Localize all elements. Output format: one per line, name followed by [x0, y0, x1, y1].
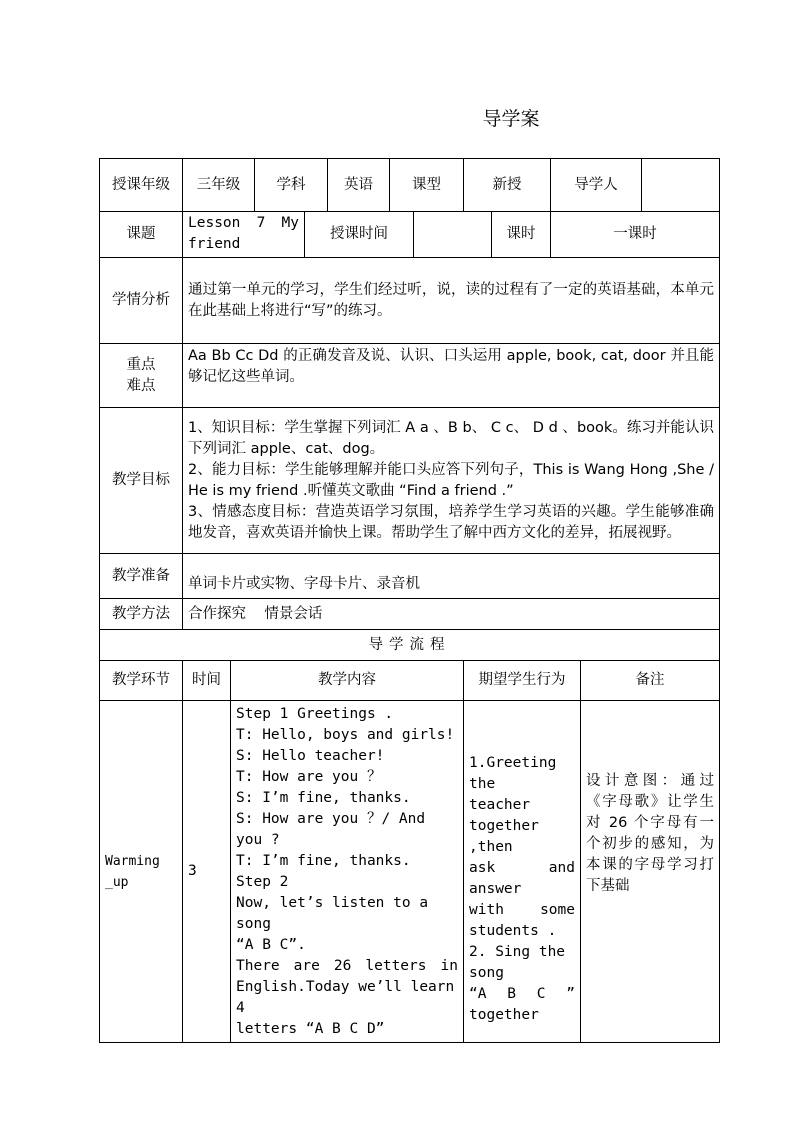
objectives-row — [100, 408, 720, 554]
topic-word-3: My — [281, 215, 299, 231]
preparation-text: 单词卡片或实物、字母卡片、录音机 — [183, 554, 720, 599]
key-points-label — [100, 344, 183, 408]
objectives-label: 教学目标 — [100, 408, 183, 554]
flow-content-line: Step 2 — [236, 874, 289, 890]
type-value: 新授 — [464, 159, 551, 212]
flow-content — [231, 701, 464, 1043]
flow-behavior-line: students . — [469, 923, 557, 939]
flow-content-line: S: How are you ？/ And you ? — [236, 811, 426, 848]
flow-content-line: Now, let’s listen to a song — [236, 895, 429, 932]
topic-row — [100, 212, 720, 258]
flow-content-line: T: I’m fine, thanks. — [236, 853, 411, 869]
flow-behavior-line: ask and answer — [469, 860, 575, 897]
time-value — [414, 212, 492, 258]
flow-col-note: 备注 — [581, 661, 720, 701]
flow-behavior-line: 2. Sing the song — [469, 944, 566, 981]
flow-behavior-line: teacher — [469, 797, 531, 813]
preparation-row — [100, 554, 720, 599]
type-label: 课型 — [390, 159, 464, 212]
flow-col-stage: 教学环节 — [100, 661, 183, 701]
key-points-label-line2: 难点 — [126, 377, 156, 394]
guide-label: 导学人 — [551, 159, 642, 212]
method-row — [100, 599, 720, 630]
flow-behavior-line: “A B C ” — [469, 986, 575, 1002]
flow-content-line: T: Hello, boys and girls! — [236, 727, 455, 743]
objective-item-1: 1、知识目标：学生掌握下列词汇 A a 、B b、 C c、 D d 、book。练习并能认识下列词汇 apple、cat、dog。 — [188, 419, 714, 457]
flow-heading: 导学流程 — [100, 630, 720, 661]
flow-content-line: Step 1 Greetings . — [236, 706, 394, 722]
flow-time: 3 — [183, 701, 231, 1043]
flow-content-line: letters “A B C D” — [236, 1021, 385, 1037]
method-label: 教学方法 — [100, 599, 183, 630]
topic-value — [183, 212, 305, 258]
period-value: 一课时 — [551, 212, 720, 258]
flow-col-content: 教学内容 — [231, 661, 464, 701]
flow-note: 设计意图：通过《字母歌》让学生对 26 个字母有一个初步的感知，为本课的字母学习打下基础 — [581, 701, 720, 1043]
preparation-label: 教学准备 — [100, 554, 183, 599]
subject-label: 学科 — [255, 159, 328, 212]
topic-word-4: friend — [188, 236, 241, 252]
page-title: 导学案 — [482, 108, 540, 130]
flow-content-line: English.Today we’ll learn 4 — [236, 979, 455, 1016]
flow-content-line: “A B C”. — [236, 937, 306, 953]
header-row — [100, 159, 720, 212]
guide-value — [642, 159, 720, 212]
method-text: 合作探究 情景会话 — [183, 599, 720, 630]
grade-label: 授课年级 — [100, 159, 183, 212]
key-points-text: Aa Bb Cc Dd 的正确发音及说、认识、口头运用 apple, book, cat, door 并且能够记忆这些单词。 — [183, 344, 720, 408]
objectives-text — [183, 408, 720, 554]
flow-content-line: There are 26 letters in — [236, 958, 458, 974]
flow-content-line: S: Hello teacher! — [236, 748, 385, 764]
key-points-row — [100, 344, 720, 408]
objective-item-3: 3、情感态度目标：营造英语学习氛围，培养学生学习英语的兴趣。学生能够准确地发音，喜欢英语并愉快上课。帮助学生了解中西方文化的差异，拓展视野。 — [188, 503, 714, 541]
topic-label: 课题 — [100, 212, 183, 258]
flow-col-time: 时间 — [183, 661, 231, 701]
flow-content-line: T: How are you ？ — [236, 769, 382, 785]
objective-item-2: 2、能力目标：学生能够理解并能口头应答下列句子，This is Wang Hong ,She / He is my friend .听懂英文歌曲 “Find a friend .” — [188, 461, 714, 499]
flow-content-line: S: I’m fine, thanks. — [236, 790, 411, 806]
grade-value: 三年级 — [183, 159, 255, 212]
key-points-label-line1: 重点 — [126, 356, 156, 373]
flow-behavior — [464, 701, 581, 1043]
topic-word-2: 7 — [256, 215, 266, 231]
period-label: 课时 — [492, 212, 551, 258]
flow-behavior-line: with some — [469, 902, 575, 918]
analysis-row — [100, 258, 720, 344]
topic-word-1: Lesson — [188, 215, 241, 231]
flow-row — [100, 701, 720, 1043]
flow-col-behavior: 期望学生行为 — [464, 661, 581, 701]
flow-behavior-line: 1.Greeting the — [469, 755, 557, 792]
flow-heading-row — [100, 630, 720, 661]
flow-behavior-line: together ,then — [469, 818, 539, 855]
flow-columns-row — [100, 661, 720, 701]
time-label: 授课时间 — [305, 212, 414, 258]
analysis-label: 学情分析 — [100, 258, 183, 344]
lesson-plan-table — [99, 158, 720, 1043]
flow-stage: Warming _up — [100, 701, 183, 1043]
flow-behavior-line: together — [469, 1007, 539, 1023]
analysis-text: 通过第一单元的学习，学生们经过听，说，读的过程有了一定的英语基础，本单元在此基础上将进行“写”的练习。 — [183, 258, 720, 344]
subject-value: 英语 — [328, 159, 390, 212]
